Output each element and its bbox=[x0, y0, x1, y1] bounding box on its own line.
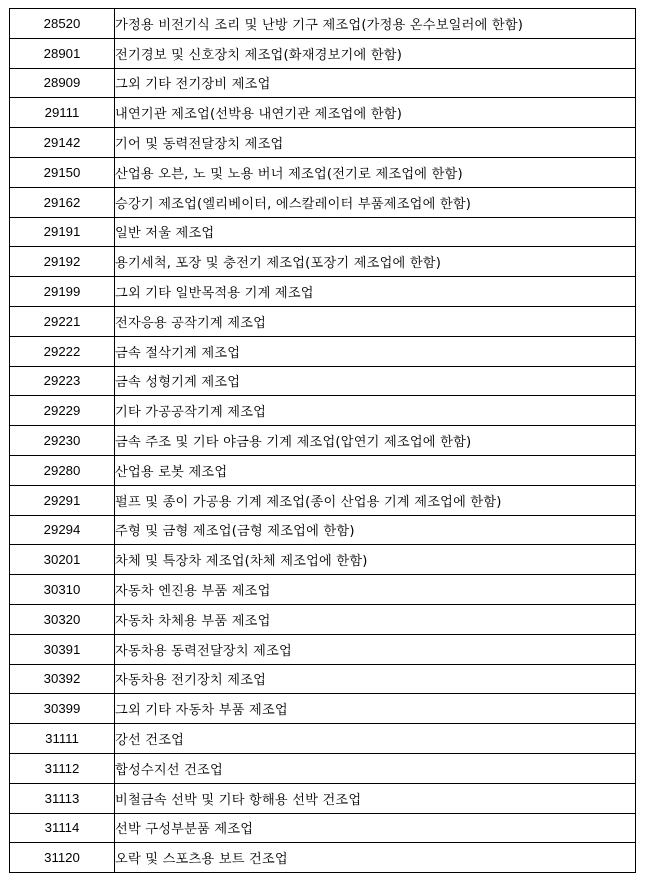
industry-code-cell: 30320 bbox=[10, 604, 115, 634]
industry-code-cell: 29229 bbox=[10, 396, 115, 426]
industry-name-cell: 일반 저울 제조업 bbox=[115, 217, 636, 247]
industry-name-cell: 그외 기타 전기장비 제조업 bbox=[115, 68, 636, 98]
table-row bbox=[10, 217, 636, 247]
industry-code-cell: 29230 bbox=[10, 426, 115, 456]
industry-code-cell: 31114 bbox=[10, 813, 115, 843]
table-row bbox=[10, 98, 636, 128]
industry-name-cell: 기타 가공공작기계 제조업 bbox=[115, 396, 636, 426]
industry-name-cell: 주형 및 금형 제조업(금형 제조업에 한함) bbox=[115, 515, 636, 545]
industry-code-cell: 31113 bbox=[10, 783, 115, 813]
industry-code-cell: 29294 bbox=[10, 515, 115, 545]
industry-code-cell: 30391 bbox=[10, 634, 115, 664]
industry-name-cell: 산업용 오븐, 노 및 노용 버너 제조업(전기로 제조업에 한함) bbox=[115, 157, 636, 187]
industry-name-cell: 전자응용 공작기계 제조업 bbox=[115, 306, 636, 336]
table-row bbox=[10, 604, 636, 634]
industry-code-cell: 29223 bbox=[10, 366, 115, 396]
industry-name-cell: 자동차 차체용 부품 제조업 bbox=[115, 604, 636, 634]
table-row bbox=[10, 247, 636, 277]
industry-code-cell: 28901 bbox=[10, 38, 115, 68]
table-row bbox=[10, 485, 636, 515]
table-row bbox=[10, 157, 636, 187]
industry-name-cell: 강선 건조업 bbox=[115, 724, 636, 754]
industry-code-cell: 29222 bbox=[10, 336, 115, 366]
industry-name-cell: 그외 기타 일반목적용 기계 제조업 bbox=[115, 277, 636, 307]
industry-code-cell: 29291 bbox=[10, 485, 115, 515]
industry-code-cell: 30201 bbox=[10, 545, 115, 575]
table-row bbox=[10, 38, 636, 68]
industry-code-cell: 30310 bbox=[10, 575, 115, 605]
industry-code-table bbox=[9, 8, 636, 873]
industry-name-cell: 합성수지선 건조업 bbox=[115, 753, 636, 783]
industry-name-cell: 펄프 및 종이 가공용 기계 제조업(종이 산업용 기계 제조업에 한함) bbox=[115, 485, 636, 515]
industry-code-cell: 29142 bbox=[10, 128, 115, 158]
table-row bbox=[10, 753, 636, 783]
table-body bbox=[10, 9, 636, 873]
industry-name-cell: 승강기 제조업(엘리베이터, 에스칼레이터 부품제조업에 한함) bbox=[115, 187, 636, 217]
industry-name-cell: 금속 절삭기계 제조업 bbox=[115, 336, 636, 366]
table-row bbox=[10, 664, 636, 694]
table-row bbox=[10, 306, 636, 336]
industry-name-cell: 자동차용 전기장치 제조업 bbox=[115, 664, 636, 694]
table-row bbox=[10, 515, 636, 545]
table-row bbox=[10, 187, 636, 217]
industry-name-cell: 오락 및 스포츠용 보트 건조업 bbox=[115, 843, 636, 873]
industry-code-cell: 29111 bbox=[10, 98, 115, 128]
industry-code-cell: 28520 bbox=[10, 9, 115, 39]
industry-name-cell: 가정용 비전기식 조리 및 난방 기구 제조업(가정용 온수보일러에 한함) bbox=[115, 9, 636, 39]
industry-name-cell: 금속 주조 및 기타 야금용 기계 제조업(압연기 제조업에 한함) bbox=[115, 426, 636, 456]
table-row bbox=[10, 68, 636, 98]
industry-name-cell: 전기경보 및 신호장치 제조업(화재경보기에 한함) bbox=[115, 38, 636, 68]
industry-code-cell: 29150 bbox=[10, 157, 115, 187]
table-row bbox=[10, 813, 636, 843]
table-row bbox=[10, 128, 636, 158]
industry-name-cell: 금속 성형기계 제조업 bbox=[115, 366, 636, 396]
industry-code-cell: 29199 bbox=[10, 277, 115, 307]
table-row bbox=[10, 336, 636, 366]
industry-name-cell: 자동차 엔진용 부품 제조업 bbox=[115, 575, 636, 605]
industry-code-cell: 29191 bbox=[10, 217, 115, 247]
table-row bbox=[10, 366, 636, 396]
table-row bbox=[10, 783, 636, 813]
table-row bbox=[10, 396, 636, 426]
industry-name-cell: 용기세척, 포장 및 충전기 제조업(포장기 제조업에 한함) bbox=[115, 247, 636, 277]
industry-code-cell: 29280 bbox=[10, 455, 115, 485]
industry-code-cell: 30399 bbox=[10, 694, 115, 724]
table-row bbox=[10, 575, 636, 605]
industry-code-cell: 29162 bbox=[10, 187, 115, 217]
table-row bbox=[10, 277, 636, 307]
table-row bbox=[10, 843, 636, 873]
industry-code-cell: 30392 bbox=[10, 664, 115, 694]
table-row bbox=[10, 545, 636, 575]
industry-name-cell: 선박 구성부분품 제조업 bbox=[115, 813, 636, 843]
industry-code-cell: 29221 bbox=[10, 306, 115, 336]
industry-code-cell: 31111 bbox=[10, 724, 115, 754]
industry-name-cell: 기어 및 동력전달장치 제조업 bbox=[115, 128, 636, 158]
table-row bbox=[10, 634, 636, 664]
industry-name-cell: 그외 기타 자동차 부품 제조업 bbox=[115, 694, 636, 724]
table-row bbox=[10, 455, 636, 485]
industry-code-cell: 31112 bbox=[10, 753, 115, 783]
table-row bbox=[10, 694, 636, 724]
industry-name-cell: 내연기관 제조업(선박용 내연기관 제조업에 한함) bbox=[115, 98, 636, 128]
industry-name-cell: 비철금속 선박 및 기타 항해용 선박 건조업 bbox=[115, 783, 636, 813]
industry-name-cell: 차체 및 특장차 제조업(차체 제조업에 한함) bbox=[115, 545, 636, 575]
industry-code-cell: 29192 bbox=[10, 247, 115, 277]
table-row bbox=[10, 426, 636, 456]
table-row bbox=[10, 9, 636, 39]
industry-name-cell: 산업용 로봇 제조업 bbox=[115, 455, 636, 485]
industry-code-cell: 31120 bbox=[10, 843, 115, 873]
industry-code-cell: 28909 bbox=[10, 68, 115, 98]
table-row bbox=[10, 724, 636, 754]
industry-name-cell: 자동차용 동력전달장치 제조업 bbox=[115, 634, 636, 664]
